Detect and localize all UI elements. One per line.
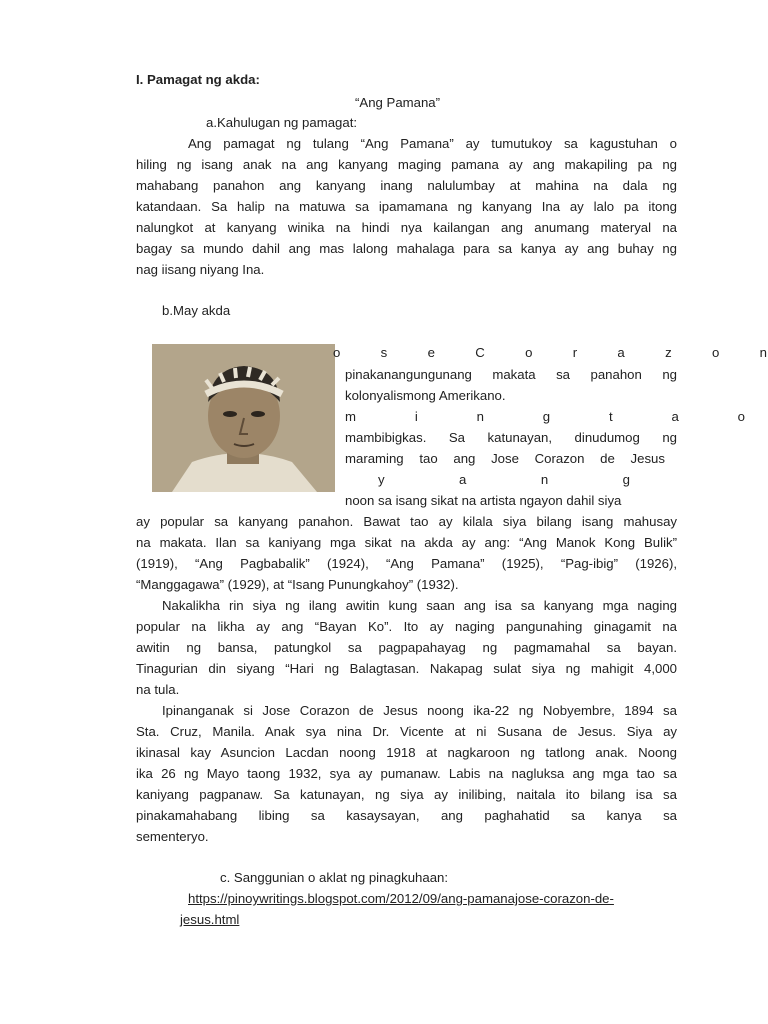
section-heading: I. Pamagat ng akda: [136, 72, 260, 87]
paragraph-line: Sta. Cruz, Manila. Anak sya nina Dr. Vicente at ni Susana de Jesus. Siya ay [136, 724, 677, 739]
wrap-line: maraming tao ang Jose Corazon de Jesus [345, 451, 665, 466]
paragraph-line: Tinagurian din siyang “Hari ng Balagtasan. Nakapag sulat siya ng mahigit 4,000 [136, 661, 677, 676]
source-link[interactable]: https://pinoywritings.blogspot.com/2012/09/ang-pamanajose-corazon-de- [188, 891, 614, 906]
wrap-line: noon sa isang sikat na artista ngayon dahil siya [345, 493, 622, 508]
paragraph-line: mahabang panahon ang kanyang inang nalulumbay at mahina na dala ng [136, 178, 677, 193]
paragraph-line: Ipinanganak si Jose Corazon de Jesus noong ika-22 ng Nobyembre, 1894 sa [162, 703, 677, 718]
section-b-label: b.May akda [162, 303, 231, 318]
wrap-line: m i n g t a o [345, 409, 745, 424]
paragraph-line: sementeryo. [136, 829, 209, 844]
paragraph-line: ika 26 ng Mayo taong 1932, sya ay pumanaw. Labis na nagluksa ang mga tao sa [136, 766, 677, 781]
paragraph-line: na tula. [136, 682, 180, 697]
wrap-line: pinakanangungunang makata sa panahon ng [345, 367, 677, 382]
wrap-line: o s e C o r a z o n [333, 345, 767, 360]
section-a-label: a.Kahulugan ng pamagat: [206, 115, 358, 130]
portrait-image [152, 344, 335, 492]
paragraph-line: awitin ng bansa, patungkol sa pagpapahayag ng pagmamahal sa bayan. [136, 640, 677, 655]
paragraph-line: bagay sa mundo dahil ang mas lalong mahalaga para sa kanya ay ang buhay ng [136, 241, 677, 256]
wrap-line: kolonyalismong Amerikano. [345, 388, 506, 403]
source-link-continued[interactable]: jesus.html [180, 912, 240, 927]
paragraph-line: Nakalikha rin siya ng ilang awitin kung saan ang isa sa kanyang mga naging [162, 598, 677, 613]
paragraph-line: katandaan. Sa halip na matuwa sa ipamamana ng kanyang Ina ay lalo pa itong [136, 199, 677, 214]
author-photo [152, 344, 335, 492]
paragraph-line: Ang pamagat ng tulang “Ang Pamana” ay tumutukoy sa kagustuhan o [188, 136, 677, 151]
paragraph-line: (1919), “Ang Pagbabalik” (1924), “Ang Pamana” (1925), “Pag-ibig” (1926), [136, 556, 677, 571]
wrap-line: mambibigkas. Sa katunayan, dinudumog ng [345, 430, 677, 445]
paragraph-line: nag iisang niyang Ina. [136, 262, 265, 277]
paragraph-line: pinakamahabang libing sa kasaysayan, ang paghahatid sa kanya sa [136, 808, 677, 823]
wrap-line: y a n g [378, 472, 630, 487]
paragraph-line: na makata. Ilan sa kaniyang mga sikat na akda ay ang: “Ang Manok Kong Bulik” [136, 535, 677, 550]
paragraph-line: ikinasal kay Asuncion Lacdan noong 1918 at nagkaroon ng tatlong anak. Noong [136, 745, 677, 760]
section-c-label: c. Sanggunian o aklat ng pinagkuhaan: [220, 870, 449, 885]
paragraph-line: popular na likha ay ang “Bayan Ko”. Ito ay naging pangunahing ginagamit na [136, 619, 677, 634]
paragraph-line: kaniyang pagpanaw. Sa katunayan, ng siya ay inilibing, naitala ito bilang isa sa [136, 787, 677, 802]
paragraph-line: ay popular sa kanyang panahon. Bawat tao ay kilala siya bilang isang mahusay [136, 514, 677, 529]
paragraph-line: nalungkot at kanyang winika na hindi nya kailangan ang anumang materyal na [136, 220, 677, 235]
paragraph-line: hiling ng isang anak na ang kanyang maging pamana ay ang makapiling pa ng [136, 157, 677, 172]
poem-title: “Ang Pamana” [355, 95, 441, 110]
paragraph-line: “Manggagawa” (1929), at “Isang Punungkahoy” (1932). [136, 577, 459, 592]
